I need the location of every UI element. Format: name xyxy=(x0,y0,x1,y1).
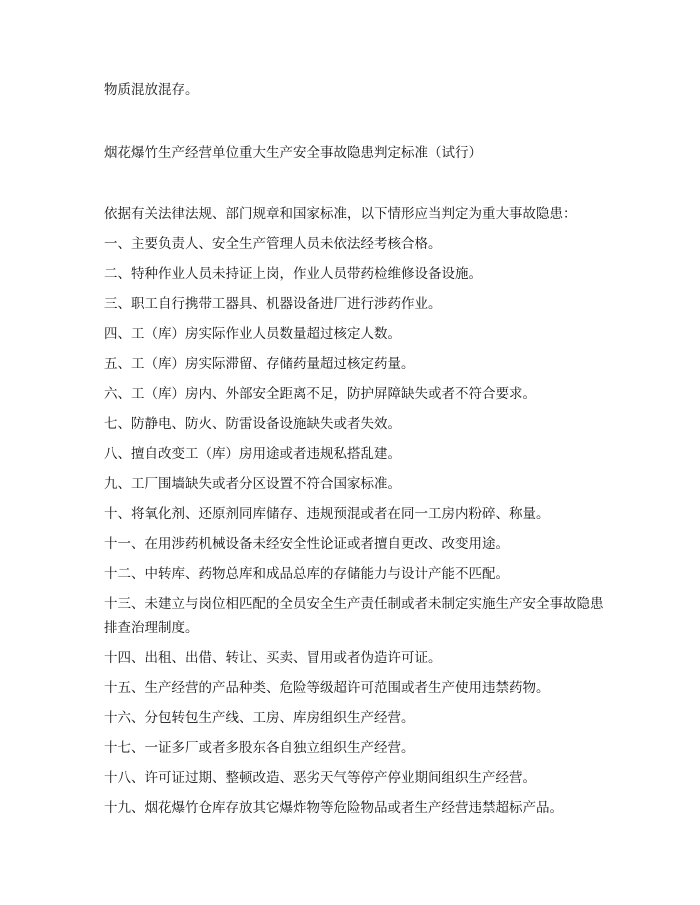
list-item: 四、工（库）房实际作业人员数量超过核定人数。 xyxy=(104,326,401,342)
list-item: 八、擅自改变工（库）房用途或者违规私搭乱建。 xyxy=(104,446,401,462)
list-item: 十四、出租、出借、转让、买卖、冒用或者伪造许可证。 xyxy=(104,650,442,666)
intro-paragraph: 依据有关法律法规、部门规章和国家标准，以下情形应当判定为重大事故隐患： xyxy=(104,206,577,222)
list-item: 十二、中转库、药物总库和成品总库的存储能力与设计产能不匹配。 xyxy=(104,566,509,582)
list-item: 十、将氧化剂、还原剂同库储存、违规预混或者在同一工房内粉碎、称量。 xyxy=(104,506,550,522)
list-item: 三、职工自行携带工器具、机器设备进厂进行涉药作业。 xyxy=(104,296,442,312)
continuation-text: 物质混放混存。 xyxy=(104,82,199,98)
list-item: 六、工（库）房内、外部安全距离不足，防护屏障缺失或者不符合要求。 xyxy=(104,386,536,402)
list-item: 十三、未建立与岗位相匹配的全员安全生产责任制或者未制定实施生产安全事故隐患排查治理制度。 xyxy=(104,596,604,636)
list-item: 十一、在用涉药机械设备未经安全性论证或者擅自更改、改变用途。 xyxy=(104,536,509,552)
list-item: 一、主要负责人、安全生产管理人员未依法经考核合格。 xyxy=(104,236,442,252)
list-item: 十五、生产经营的产品种类、危险等级超许可范围或者生产使用违禁药物。 xyxy=(104,680,550,696)
list-item: 二、特种作业人员未持证上岗，作业人员带药检维修设备设施。 xyxy=(104,266,482,282)
list-item: 十九、烟花爆竹仓库存放其它爆炸物等危险物品或者生产经营违禁超标产品。 xyxy=(104,800,563,816)
list-item: 五、工（库）房实际滞留、存储药量超过核定药量。 xyxy=(104,356,415,372)
list-item: 九、工厂围墙缺失或者分区设置不符合国家标准。 xyxy=(104,476,401,492)
list-item: 七、防静电、防火、防雷设备设施缺失或者失效。 xyxy=(104,416,401,432)
list-item: 十八、许可证过期、整顿改造、恶劣天气等停产停业期间组织生产经营。 xyxy=(104,770,536,786)
list-item: 十七、一证多厂或者多股东各自独立组织生产经营。 xyxy=(104,740,415,756)
list-item: 十六、分包转包生产线、工房、库房组织生产经营。 xyxy=(104,710,415,726)
document-title: 烟花爆竹生产经营单位重大生产安全事故隐患判定标准（试行） xyxy=(104,145,482,161)
